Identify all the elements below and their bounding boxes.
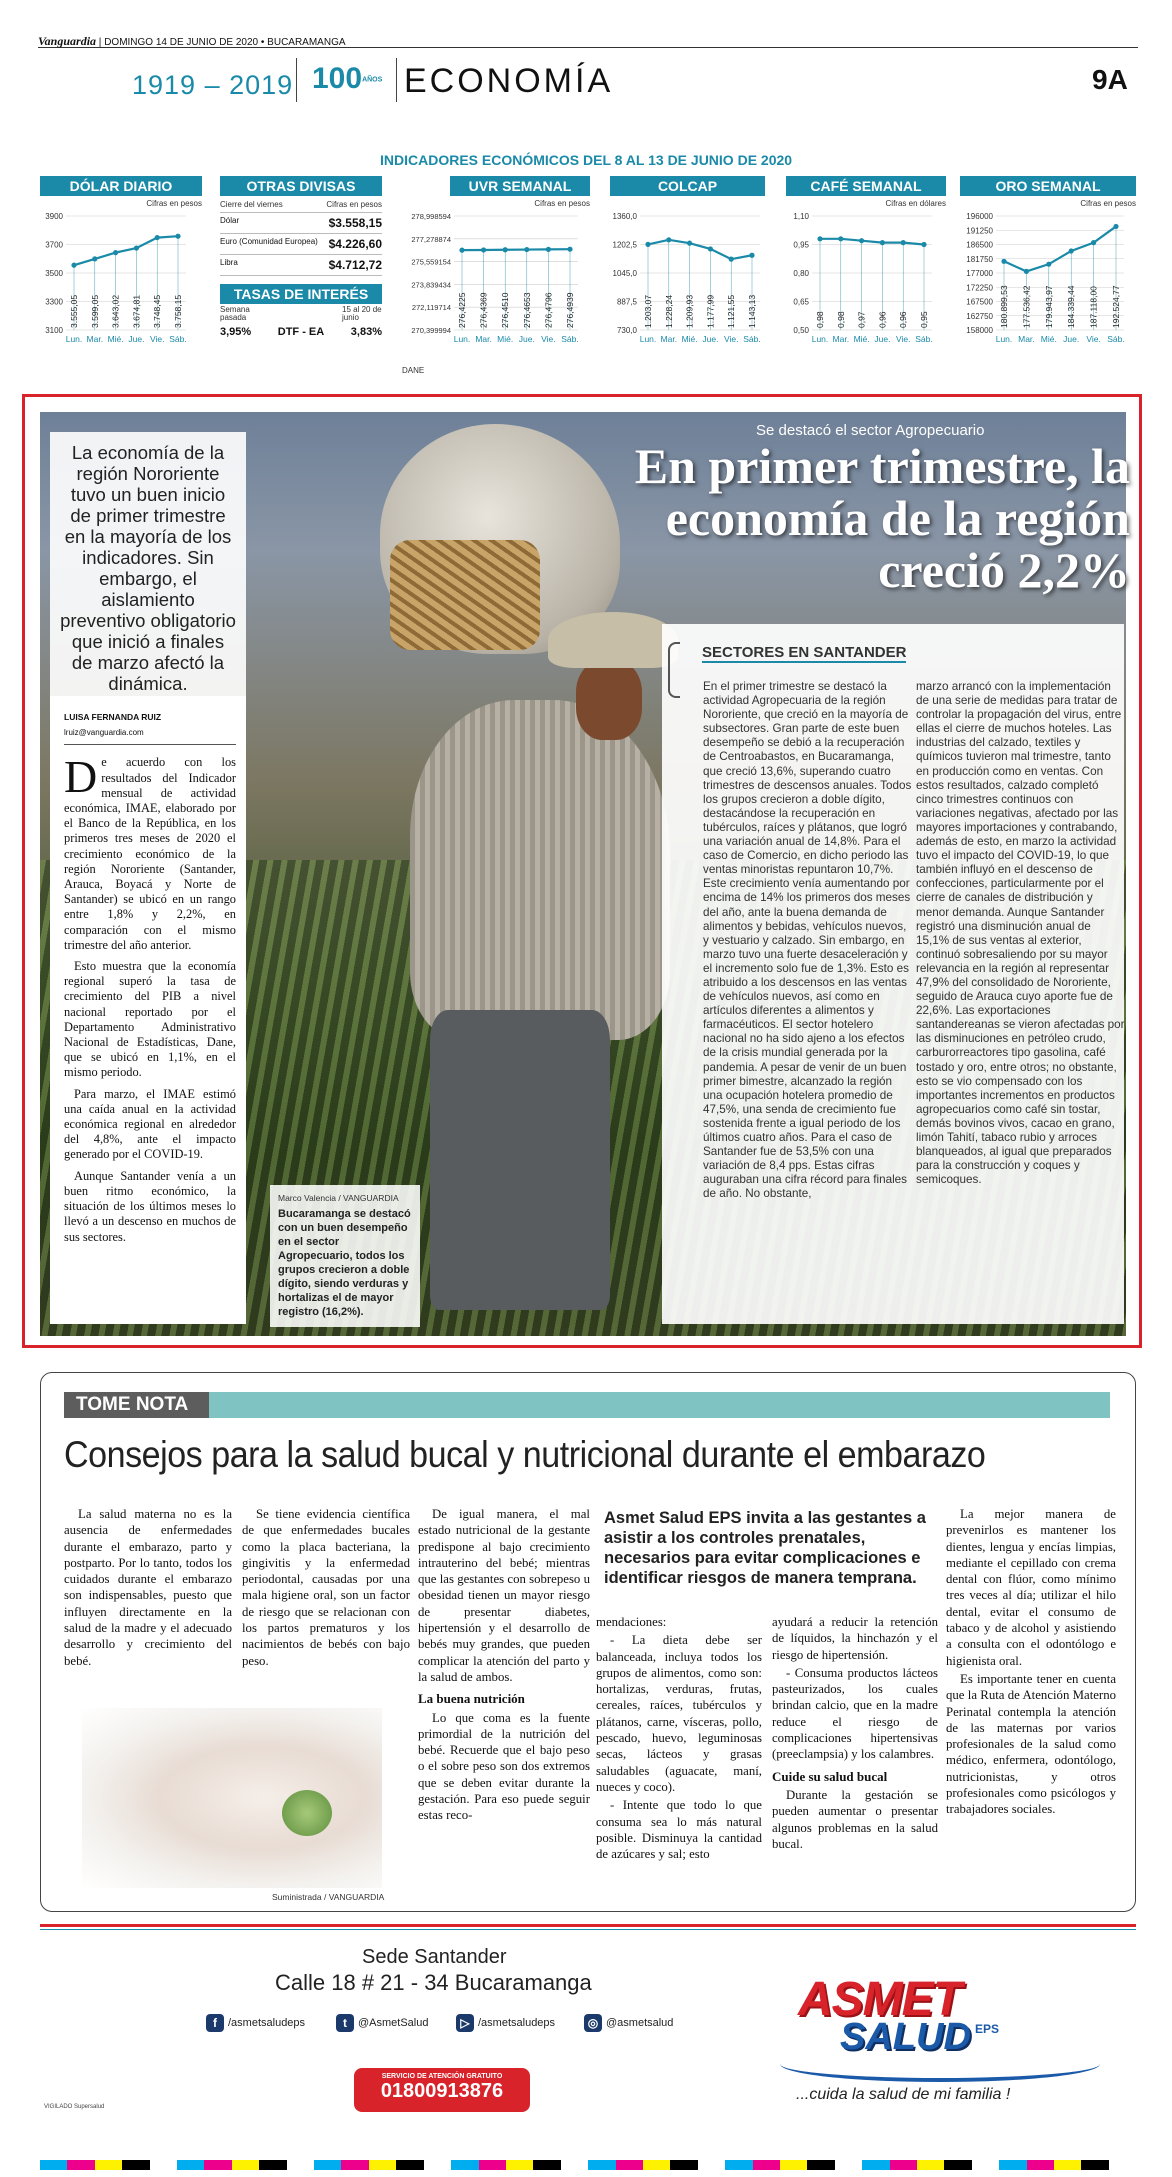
color-swatch: [616, 2160, 643, 2170]
cafe-header: CAFÉ SEMANAL: [786, 176, 946, 196]
data-point: [1113, 224, 1118, 229]
data-label: 0,98: [835, 311, 846, 328]
data-label: 192.524,77: [1111, 285, 1121, 328]
x-tick-label: Jue.: [1063, 334, 1080, 344]
color-swatch: [95, 2160, 122, 2170]
color-swatch: [725, 2160, 752, 2170]
y-tick-label: 1,10: [793, 212, 809, 221]
color-swatch: [698, 2160, 725, 2170]
color-swatch: [780, 2160, 807, 2170]
x-tick-label: Vie.: [1086, 334, 1101, 344]
color-swatch: [1054, 2160, 1081, 2170]
y-tick-label: 273,839434: [411, 280, 451, 290]
tn-col5: ayudará a reducir la retención de líquidos, la hinchazón y el riesgo de hipertensión. - Consuma productos lácteos pasteurizados, los cuales brindan calcio, que en la madre reduce el riesgo de complicaciones hipertensivas (preeclampsia) y los calambres. Cuide su salud bucal Durante la gestación se pueden aumentar o presentar algunos problemas en la salud bucal.: [772, 1615, 938, 1851]
tn-col3: De igual manera, el mal estado nutricional de la gestante predispone al bajo crecimiento intrauterino del bebé; mientras que las gestantes con sobrepeso u obesidad tienen un mayor riesgo de presentar diabetes, hipertensión y el desarrollo de bebés muy grandes, que pueden complicar la atención del parto y la salud de ambos. La buena nutrición Lo que coma es la fuente primordial de la nutrición del bebé. Recuerde que el bajo peso o el sobre peso son dos extremos que se deben evitar durante la gestación. Para eso puede seguir estas reco-: [418, 1507, 590, 1823]
tasa-semana-pasada: 3,95%: [220, 326, 252, 338]
dolar-note: Cifras en pesos: [146, 199, 202, 208]
y-tick-label: 196000: [966, 212, 993, 221]
y-tick-label: 0,95: [793, 240, 809, 250]
data-point: [1046, 262, 1051, 267]
data-label: 1.203,07: [643, 294, 653, 328]
dolar-panel: [40, 176, 202, 376]
data-label: 1.143,13: [747, 294, 757, 328]
data-label: 1.177,99: [705, 294, 716, 328]
phone-box[interactable]: [354, 2068, 530, 2112]
y-tick-label: 181750: [966, 254, 993, 264]
color-swatch: [890, 2160, 917, 2170]
uvr-header: UVR SEMANAL: [450, 176, 590, 196]
color-swatch: [1081, 2160, 1108, 2170]
x-tick-label: Jue.: [128, 334, 145, 344]
y-tick-label: 3900: [45, 212, 63, 221]
tome-nota-bar: [64, 1392, 1110, 1418]
x-tick-label: Lun.: [65, 334, 83, 344]
data-label: 1.121,55: [726, 294, 737, 328]
series-line: [1004, 226, 1116, 271]
data-point: [729, 257, 734, 262]
drop-cap: D: [64, 751, 98, 803]
color-swatch: [972, 2160, 999, 2170]
tn-col2: Se tiene evidencia científica de que enfermedades bucales como la placa bacteriana, la gingivitis y la enfermedad periodontal, causadas por una mala higiene oral, son un factor de riesgo que se relacionan con los partos prematuros y los nacimientos de bebés con bajo peso.: [242, 1507, 410, 1668]
asmet-logo: ASMET: [798, 1973, 961, 2026]
data-point: [859, 238, 864, 243]
color-swatch: [862, 2160, 889, 2170]
data-label: 1.228,24: [663, 294, 674, 328]
x-tick-label: Mar.: [660, 334, 678, 344]
paragraph: Aunque Santander venía a un buen ritmo económico, la situación de los últimos meses lo llevó a un descenso en muchos de sus sectores.: [64, 1168, 236, 1244]
data-point: [880, 240, 885, 245]
twitter-link[interactable]: t @AsmetSalud: [336, 2014, 428, 2032]
color-swatch: [369, 2160, 396, 2170]
divisa-name: Libra: [220, 258, 238, 267]
kicker: Se destacó el sector Agropecuario: [756, 422, 985, 439]
uvr-chart: [392, 206, 592, 376]
data-point: [687, 241, 692, 246]
data-point: [1024, 269, 1029, 274]
y-tick-label: 887,5: [616, 297, 637, 307]
color-swatch: [944, 2160, 971, 2170]
color-swatch: [917, 2160, 944, 2170]
x-tick-label: Mar.: [832, 334, 850, 344]
paragraph: Esto muestra que la economía regional superó la tasa de crecimiento del PIB a nivel nacional reportado por el Departamento Administrativo Nacional de Estadísticas, Dane, que se ubicó en 1,1%, en el mismo periodo.: [64, 959, 236, 1080]
y-tick-label: 0,80: [793, 269, 809, 278]
color-swatch: [259, 2160, 286, 2170]
oro-panel: [960, 176, 1136, 376]
oro-chart: [952, 206, 1134, 376]
y-tick-label: 278,998594: [411, 212, 451, 221]
divider: [296, 58, 297, 102]
author-email[interactable]: lruiz@vanguardia.com: [64, 725, 236, 745]
page-number: 9A: [1092, 64, 1128, 95]
lead-text: La economía de la región Nororiente tuvo un buen inicio de primer trimestre en la mayoría de los indicadores. Sin embargo, el aislamiento preventivo obligatorio que inició a finales de marzo afectó la dinámica.: [50, 432, 246, 696]
x-tick-label: Mié.: [853, 334, 870, 344]
anniversary-logo: 100AÑOS: [312, 62, 383, 95]
dolar-header: DÓLAR DIARIO: [40, 176, 202, 196]
color-swatch: [314, 2160, 341, 2170]
x-tick-label: Mié.: [107, 334, 124, 344]
color-swatch: [643, 2160, 670, 2170]
x-tick-label: Lun.: [453, 334, 471, 344]
divisa-row: [220, 213, 382, 234]
ad-rule: [40, 1929, 1136, 1930]
ruana-shape: [410, 700, 670, 1040]
y-tick-label: 1202,5: [612, 240, 637, 250]
salud-logo: SALUD: [840, 2016, 971, 2058]
series-line: [462, 249, 570, 250]
data-point: [459, 248, 464, 253]
color-swatch: [1027, 2160, 1054, 2170]
color-swatch: [588, 2160, 615, 2170]
y-tick-label: 3700: [45, 240, 63, 250]
uvr-source: DANE: [402, 366, 425, 375]
color-swatch: [40, 2160, 67, 2170]
color-swatch: [232, 2160, 259, 2170]
y-tick-label: 158000: [966, 326, 993, 335]
subhead: La buena nutrición: [418, 1691, 525, 1707]
cafe-panel: [786, 176, 946, 376]
x-tick-label: Lun.: [995, 334, 1013, 344]
divisa-value: $4.712,72: [328, 258, 382, 272]
color-swatch: [424, 2160, 451, 2170]
divisas-table: [220, 213, 382, 276]
color-swatch: [753, 2160, 780, 2170]
data-point: [749, 253, 754, 258]
data-label: 3.599,05: [89, 294, 100, 328]
x-tick-label: Sáb.: [169, 334, 187, 344]
tn-col1: La salud materna no es la ausencia de enfermedades durante el embarazo, parto y postparto. Por lo tanto, todos los cuidados durante el embarazo son indispensables, puesto que influyen directamente en la salud de la madre y el adecuado desarrollo y crecimiento del bebé.: [64, 1507, 232, 1668]
data-label: 3.643,02: [110, 294, 121, 328]
pull-quote: Asmet Salud EPS invita a las gestantes a asistir a los controles prenatales, necesarios para evitar complicaciones e identificar riesgos de manera temprana.: [604, 1509, 926, 1587]
x-tick-label: Sáb.: [743, 334, 761, 344]
data-point: [546, 247, 551, 252]
tome-nota-label: TOME NOTA: [64, 1392, 209, 1418]
pregnant-photo: [82, 1708, 382, 1888]
data-label: 1.209,93: [684, 294, 695, 328]
paragraph: e acuerdo con los resultados del Indicador mensual de actividad económica, IMAE, elaborado por el Banco de la República, en los primeros tres meses de 2020 el crecimiento económico de la región Nororiente (Santander, Arauca, Boyacá y Norte de Santander) se ubicó en un rango entre 1,8% y 2,2%, en comparación con el mismo trimestre del año anterior.: [64, 755, 236, 952]
y-tick-label: 275,559154: [411, 257, 451, 267]
facebook-icon: f: [206, 2014, 224, 2032]
divisas-header: OTRAS DIVISAS: [220, 176, 382, 196]
color-swatch: [807, 2160, 834, 2170]
oro-header: ORO SEMANAL: [960, 176, 1136, 196]
x-tick-label: Lun.: [639, 334, 657, 344]
y-tick-label: 1045,0: [612, 269, 637, 278]
divisas-col2: Cifras en pesos: [326, 200, 382, 209]
color-swatch: [67, 2160, 94, 2170]
oro-note: Cifras en pesos: [1080, 199, 1136, 208]
data-label: 276,4369: [478, 292, 489, 328]
data-point: [817, 236, 822, 241]
tn-col6: La mejor manera de prevenirlos es mantener los dientes, lengua y encías limpias, mediante el cepillado con crema dental con flúor, como mínimo tres veces al día; utilizar el hilo dental, evitar el consumo de tabaco y de alcohol y asistiendo a consulta con el odontólogo e higienista oral. Es importante tener en cuenta que la Ruta de Atención Materno Perinatal contempla la atención de las maternas por varios profesionales de la salud como médico, enfermera, odontólogo, nutricionistas, y otros profesionales como psicólogos y trabajadores sociales.: [946, 1507, 1116, 1817]
y-tick-label: 186500: [966, 240, 993, 250]
data-label: 276,4939: [565, 292, 575, 328]
tasas-col3: 15 al 20 de junio: [342, 305, 382, 322]
color-swatch: [177, 2160, 204, 2170]
color-swatch: [835, 2160, 862, 2170]
ad-rule: [40, 1924, 1136, 1927]
y-tick-label: 0,65: [793, 297, 809, 307]
data-point: [666, 237, 671, 242]
caption-text: Bucaramanga se destacó con un buen desempeño en el sector Agropecuario, todos los grupos crecieron a doble dígito, siendo verduras y hortalizas el de mayor registro (16,2%).: [278, 1208, 411, 1318]
y-tick-label: 277,278874: [411, 234, 451, 244]
phone-number: 01800913876: [380, 2080, 504, 2102]
x-tick-label: Jue.: [518, 334, 535, 344]
tasa-dtf-label: DTF - EA: [277, 326, 325, 338]
youtube-icon: ▷: [456, 2014, 474, 2032]
photo-credit: Suministrada / VANGUARDIA: [272, 1892, 385, 1902]
article-body: [50, 696, 246, 1324]
data-label: 3.674,81: [131, 294, 142, 328]
x-tick-label: Sáb.: [1107, 334, 1125, 344]
tasa-proxima: 3,83%: [350, 326, 382, 338]
colcap-chart: [602, 206, 772, 376]
divisa-row: [220, 255, 382, 276]
divisas-panel: [220, 176, 382, 376]
subhead: Cuide su salud bucal: [772, 1768, 888, 1784]
data-label: 0,96: [898, 311, 909, 328]
data-point: [92, 256, 97, 261]
colcap-panel: [610, 176, 765, 376]
color-swatch: [670, 2160, 697, 2170]
x-tick-label: Mar.: [86, 334, 104, 344]
color-swatch: [204, 2160, 231, 2170]
data-label: 276,4796: [543, 292, 554, 328]
pants-shape: [430, 1010, 610, 1310]
x-tick-label: Lun.: [811, 334, 829, 344]
data-label: 184.339,44: [1066, 285, 1077, 328]
color-swatch: [150, 2160, 177, 2170]
tn-col4: mendaciones: - La dieta debe ser balanceada, incluya todos los grupos de alimentos, como son: hortalizas, verduras, frutas, cereales, raíces, tubérculos y plátanos, carne, vísceras, pollo, pescado, huevo, leguminosas secas, lácteos y grasas saludables (aguacate, maní, nueces y coco). - Intente que todo lo que consuma sea lo más natural posible. Disminuya la cantidad de azúcares y sal; esto: [596, 1615, 762, 1862]
sectores-title: SECTORES EN SANTANDER: [702, 644, 907, 661]
data-label: 276,4510: [500, 292, 511, 328]
data-label: 0,97: [856, 311, 867, 328]
y-tick-label: 270,399994: [411, 326, 451, 335]
data-point: [134, 245, 139, 250]
ad-sede: Sede Santander: [362, 1946, 507, 1968]
color-swatch: [533, 2160, 560, 2170]
sectores-col1: En el primer trimestre se destacó la actividad Agropecuaria de la región Nororiente, que creció en la mayoría de subsectores. Gran parte de este buen desempeño se debió a la recuperación de Centroabastos, en Bucaramanga, que creció 13,6%, superando cuatro trimestres de descensos anuales. Todos los grupos crecieron a doble dígito, destacándose la recuperación en tubérculos, raíces y plátanos, que logró una variación anual de 14,8%. Para el caso de Comercio, en dicho periodo las ventas minoristas repuntaron 10,7%. Este crecimiento venía aumentando por encima de 14% los primeros dos meses del año, ante la buena demanda de alimentos y bebidas, vehículos nuevos, y vestuario y calzado. Sin embargo, en marzo tuvo una fuerte desaceleración y el incremento solo fue de 1,3%. Esto es atribuido a los descensos en las ventas de vehículos nuevos, así como en artículos diferentes a alimentos y farmacéuticos. El sector hotelero nacional no ha sido ajeno a los efectos de la crisis mundial generada por la pandemia. A pesar de venir de un buen primer bimestre, alcanzado la región una ocupación hotelera promedio de 47,5%, una senda de crecimiento fue sostenida frente a igual periodo de los últimos cuatro años. Para el caso de Santander fue de 53,5% con una variación de 8,4 pps. Estas cifras auguraban una cifra récord para finales de año. No obstante,: [703, 680, 912, 1201]
data-point: [838, 236, 843, 241]
color-swatch: [479, 2160, 506, 2170]
data-label: 0,95: [919, 311, 929, 328]
dolar-chart: [32, 206, 202, 376]
y-tick-label: 3300: [45, 297, 63, 307]
color-swatch: [561, 2160, 588, 2170]
series-line: [648, 240, 752, 259]
data-label: 0,98: [815, 311, 825, 328]
headline: En primer trimestre, la economía de la región creció 2,2%: [634, 438, 1130, 598]
photo-credit: Marco Valencia / VANGUARDIA: [278, 1193, 399, 1203]
color-swatch: [122, 2160, 149, 2170]
youtube-link[interactable]: ▷ /asmetsaludeps: [456, 2014, 555, 2032]
divisa-value: $3.558,15: [328, 216, 382, 230]
instagram-icon: ◎: [584, 2014, 602, 2032]
y-tick-label: 191250: [966, 226, 993, 236]
x-tick-label: Vie.: [895, 334, 911, 344]
divisas-col1: Cierre del viernes: [220, 200, 283, 209]
x-tick-label: Jue.: [874, 334, 891, 344]
tasas-header: TASAS DE INTERÉS: [220, 284, 382, 304]
y-tick-label: 167500: [966, 297, 993, 307]
masthead: Vanguardia | DOMINGO 14 DE JUNIO DE 2020 • BUCARAMANGA: [38, 34, 1138, 48]
data-label: 179.943,97: [1043, 285, 1054, 328]
series-line: [820, 239, 924, 245]
data-point: [921, 242, 926, 247]
data-label: 3.748,45: [152, 294, 163, 328]
data-point: [155, 235, 160, 240]
color-swatch: [506, 2160, 533, 2170]
color-swatch: [396, 2160, 423, 2170]
data-point: [481, 247, 486, 252]
x-tick-label: Mar.: [1018, 334, 1035, 344]
x-tick-label: Mar.: [475, 334, 492, 344]
cafe-note: Cifras en dólares: [885, 199, 946, 208]
data-point: [1001, 259, 1006, 264]
uvr-panel: [400, 176, 590, 376]
sectores-col2: marzo arrancó con la implementación de una serie de medidas para tratar de controlar la propagación del virus, entre ellas el cierre de muchos hoteles. Las industrias del calzado, textiles y químicos tuvieron mal trimestre, tanto en producción como en ventas. Con estos resultados, calzado completó cinco trimestres continuos con variaciones negativas, afectado por las mayores importaciones y contrabando, además de esto, en marzo la actividad tuvo el impacto del COVID-19, lo que también influyó en el descenso de confecciones, particularmente por el cierre de canales de distribución y menor demanda. Aunque Santander registró una disminución anual de 15,1% de sus ventas al exterior, continuó sobresaliendo por su mayor relevancia en la región al representar 47,9% del consolidado de Nororiente, seguido de Arauca cuyo aporte fue de 22,6%. Las exportaciones santandereanas se vieron afectadas por las disminuciones en petróleo crudo, carburorreactores tipo gasolina, café tostado y oro, entre otros; no obstante, esto se vio compensado con los importantes incrementos en productos agropecuarios como café sin tostar, demás bovinos vivos, cacao en grano, limón Tahití, tabaco rubio y arroces blanqueados, al igual que preparados para la construcción y coques y semicoques.: [916, 680, 1125, 1187]
data-label: 276,4653: [521, 292, 532, 328]
data-point: [503, 247, 508, 252]
x-tick-label: Mié.: [681, 334, 698, 344]
paragraph: Para marzo, el IMAE estimó una caída anual en la actividad económica regional en alrededor del 4,8%, ante el impacto generado por el COVID-19.: [64, 1086, 236, 1162]
plant-shape: [282, 1790, 332, 1836]
data-point: [175, 234, 180, 239]
issue-date: DOMINGO 14 DE JUNIO DE 2020 • BUCARAMANGA: [104, 37, 346, 48]
instagram-link[interactable]: ◎ @asmetsalud: [584, 2014, 673, 2032]
eps-label: EPS: [975, 2022, 1000, 2036]
y-tick-label: 177000: [966, 269, 993, 278]
data-label: 177.536,42: [1021, 285, 1032, 328]
indicators-title: INDICADORES ECONÓMICOS DEL 8 AL 13 DE JUNIO DE 2020: [380, 152, 793, 168]
data-label: 187.118,00: [1088, 286, 1099, 328]
x-tick-label: Sáb.: [915, 334, 933, 344]
photo-caption: [270, 1185, 420, 1327]
x-tick-label: Vie.: [149, 334, 165, 344]
twitter-icon: t: [336, 2014, 354, 2032]
divisa-row: [220, 234, 382, 255]
color-swatch: [341, 2160, 368, 2170]
uvr-note: Cifras en pesos: [534, 199, 590, 208]
data-point: [71, 263, 76, 268]
color-swatch: [1109, 2160, 1136, 2170]
data-point: [567, 247, 572, 252]
color-swatch: [287, 2160, 314, 2170]
color-swatch: [451, 2160, 478, 2170]
tome-nota-title: Consejos para la salud bucal y nutricional durante el embarazo: [64, 1434, 986, 1475]
cafe-chart: [778, 206, 948, 376]
bracket: [668, 642, 680, 698]
y-tick-label: 1360,0: [612, 212, 637, 221]
data-point: [1091, 240, 1096, 245]
data-point: [524, 247, 529, 252]
series-line: [74, 236, 178, 265]
data-label: 180.899,53: [999, 285, 1009, 328]
y-tick-label: 172250: [966, 283, 993, 293]
divisa-name: Euro (Comunidad Europea): [220, 237, 318, 246]
anniversary-years: 1919 – 2019: [132, 70, 294, 100]
x-tick-label: Sáb.: [561, 334, 579, 344]
colcap-header: COLCAP: [610, 176, 765, 196]
color-swatch: [999, 2160, 1026, 2170]
data-point: [901, 240, 906, 245]
divisa-value: $4.226,60: [328, 237, 382, 251]
phone-label: SERVICIO DE ATENCIÓN GRATUITO: [381, 2073, 503, 2080]
vigilado-badge: VIGILADO Supersalud: [44, 2104, 105, 2110]
y-tick-label: 162750: [966, 311, 993, 321]
data-point: [708, 246, 713, 251]
x-tick-label: Vie.: [723, 334, 739, 344]
divider: [396, 58, 397, 102]
x-tick-label: Jue.: [702, 334, 719, 344]
facebook-link[interactable]: f /asmetsaludeps: [206, 2014, 305, 2032]
face-shape: [576, 660, 642, 740]
data-label: 276,4225: [457, 292, 467, 328]
ad-slogan: ...cuida la salud de mi familia !: [796, 2086, 1011, 2103]
author: LUISA FERNANDA RUIZ: [64, 712, 162, 722]
y-tick-label: 3100: [45, 326, 63, 335]
data-point: [1069, 248, 1074, 253]
data-label: 3.758,15: [173, 294, 183, 328]
y-tick-label: 272,119714: [411, 303, 451, 313]
x-tick-label: Mié.: [1040, 334, 1057, 344]
color-bar: [40, 2160, 1136, 2170]
y-tick-label: 3500: [45, 269, 63, 278]
hat-shape: [548, 612, 678, 668]
y-tick-label: 730,0: [616, 326, 637, 335]
ad-address: Calle 18 # 21 - 34 Bucaramanga: [275, 1970, 592, 1995]
section-title: ECONOMÍA: [404, 62, 614, 100]
x-tick-label: Mié.: [497, 334, 514, 344]
data-point: [113, 250, 118, 255]
divisa-name: Dólar: [220, 216, 240, 225]
paper-name: Vanguardia: [38, 34, 97, 48]
x-tick-label: Vie.: [541, 334, 556, 344]
data-label: 3.555,05: [69, 294, 79, 328]
data-point: [645, 242, 650, 247]
data-label: 0,96: [877, 311, 888, 328]
tasas-col1: Semana pasada: [220, 305, 250, 322]
y-tick-label: 0,50: [793, 326, 809, 335]
basket-shape: [390, 540, 540, 650]
